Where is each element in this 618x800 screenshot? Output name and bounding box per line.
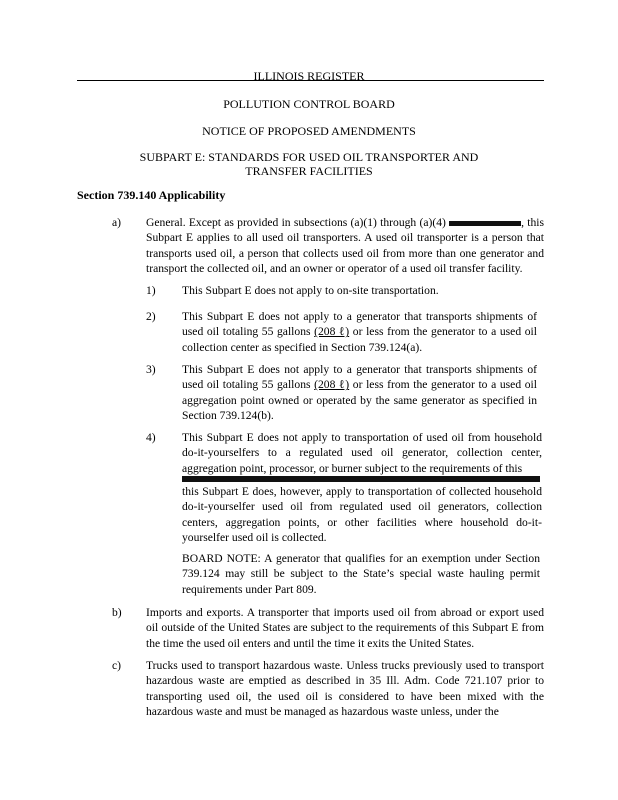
subsection-c-text: Trucks used to transport hazardous waste. Unless trucks previously used to transport hazardous waste are emptied as described in 35 Ill. Adm. Code 721.107 prior to transporting used oil, the used oil is considered to have been mixed with the hazardous waste and must be managed as hazardous waste unless, under the — [146, 659, 544, 719]
strikethrough-redaction — [449, 221, 521, 226]
subpart-title-line1: SUBPART E: STANDARDS FOR USED OIL TRANSPORTER AND — [139, 150, 479, 164]
item-1-text: This Subpart E does not apply to on-site transportation. — [182, 284, 439, 297]
notice-title: NOTICE OF PROPOSED AMENDMENTS — [202, 124, 416, 138]
item-2-text: This Subpart E does not apply to a generator that transports shipments of used oil totaling 55 gallons (208 ℓ) or less from the generator to a used oil collection center as specified in Section 739.124(a). — [182, 310, 537, 354]
item-4-text-part2: this Subpart E does, however, apply to transportation of collected household do-it-yourselfer used oil from regulated used oil generators, collection centers, aggregation points, or other facilities where household do-it-yourselfer used oil is collected. — [182, 485, 542, 545]
board-name: POLLUTION CONTROL BOARD — [223, 97, 395, 111]
item-2-label: 2) — [146, 310, 156, 323]
item-4-label: 4) — [146, 431, 156, 444]
item-4-text-part1: This Subpart E does not apply to transportation of used oil from household do-it-yourselfers to a regulated used oil generator, collection center, aggregation point, processor, or burner subject to the requirements of this — [182, 431, 542, 475]
register-title: ILLINOIS REGISTER — [253, 69, 365, 83]
item-3-label: 3) — [146, 363, 156, 376]
item-1-label: 1) — [146, 284, 156, 297]
strikethrough-redaction — [182, 476, 540, 482]
subsection-b-label: b) — [112, 606, 122, 619]
inserted-text: (208 ℓ) — [314, 378, 350, 392]
board-note: BOARD NOTE: A generator that qualifies for an exemption under Section 739.124 may still be subject to the State’s special waste hauling permit requirements under Part 809. — [182, 552, 540, 596]
section-heading: Section 739.140 Applicability — [77, 188, 226, 202]
subsection-a-text: General. Except as provided in subsections (a)(1) through (a)(4) , this Subpart E applies to all used oil transporters. A used oil transporter is a person that transports used oil, a person that collects used oil from more than one generator and transport the collected oil, and an owner or operator of a used oil transfer facility. — [146, 216, 544, 276]
subsection-c-label: c) — [112, 659, 122, 672]
subsection-a-label: a) — [112, 216, 122, 229]
item-3-text: This Subpart E does not apply to a generator that transports shipments of used oil totaling 55 gallons (208 ℓ) or less from the generator to a used oil aggregation point owned or operated by the same generator as specified in Section 739.124(b). — [182, 363, 537, 423]
inserted-text: (208 ℓ) — [314, 325, 350, 339]
subpart-title-line2: TRANSFER FACILITIES — [245, 164, 373, 178]
subsection-b-text: Imports and exports. A transporter that imports used oil from abroad or export used oil outside of the United States are subject to the requirements of this Subpart E from the time the used oil enters and until the time it exits the United States. — [146, 606, 544, 650]
